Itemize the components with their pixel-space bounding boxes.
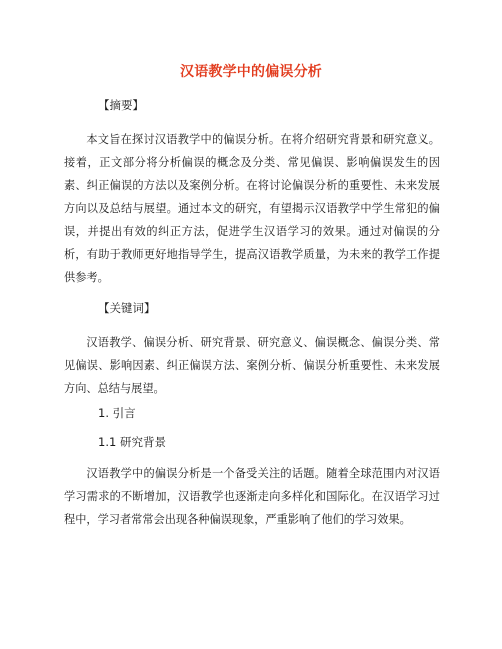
abstract-heading: 【摘要】 xyxy=(98,98,144,112)
keywords-heading: 【关键词】 xyxy=(98,301,156,315)
keywords-paragraph: 汉语教学、偏误分析、研究背景、研究意义、偏误概念、偏误分类、常见偏误、影响因素、纠正偏误方法、案例分析、偏误分析重要性、未来发展方向、总结与展望。 xyxy=(64,336,440,395)
abstract-paragraph: 本文旨在探讨汉语教学中的偏误分析。在将介绍研究背景和研究意义。接着，正文部分将分析偏误的概念及分类、常见偏误、影响偏误发生的因素、纠正偏误的方法以及案例分析。在将讨论偏误分析的重要性、未来发展方向以及总结与展望。通过本文的研究，有望揭示汉语教学中学生常犯的偏误，并提出有效的纠正方法，促进学生汉语学习的效果。通过对偏误的分析，有助于教师更好地指导学生，提高汉语教学质量，为未来的教学工作提供参考。 xyxy=(64,133,440,284)
section-1-heading: 1. 引言 xyxy=(98,406,136,420)
section-1-1-heading: 1.1 研究背景 xyxy=(98,435,166,449)
section-1-1-paragraph: 汉语教学中的偏误分析是一个备受关注的话题。随着全球范围内对汉语学习需求的不断增加，汉语教学也逐渐走向多样化和国际化。在汉语学习过程中，学习者常常会出现各种偏误现象，严重影响了他们的学习效果。 xyxy=(64,467,440,526)
document-title: 汉语教学中的偏误分析 xyxy=(180,64,322,80)
